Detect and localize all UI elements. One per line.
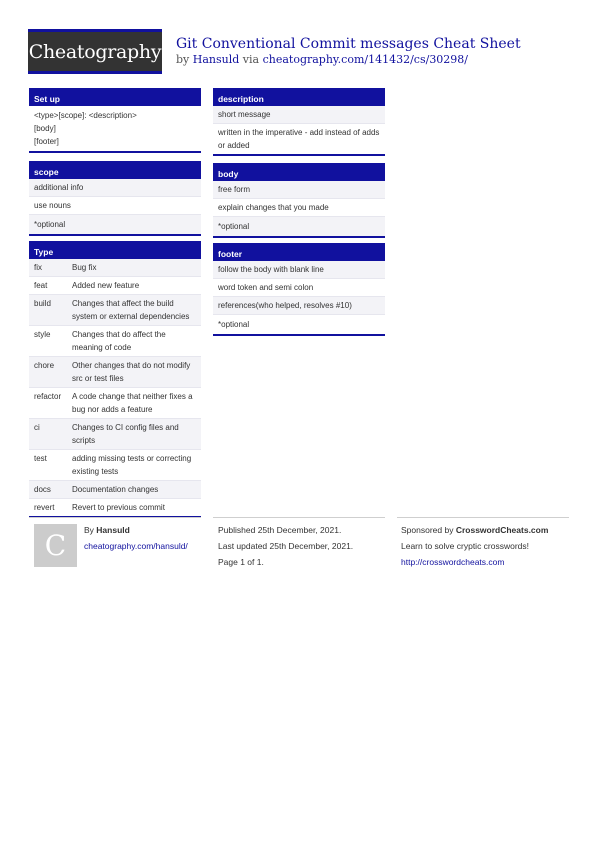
type-value: Changes that do affect the meaning of code — [72, 330, 166, 352]
type-value: Bug fix — [72, 263, 97, 272]
type-row — [29, 277, 201, 295]
type-value: Added new feature — [72, 281, 140, 290]
type-row — [29, 481, 201, 499]
setup-line: [body] — [34, 124, 56, 133]
author-avatar[interactable] — [34, 524, 77, 567]
footer-row: follow the body with blank line — [213, 261, 385, 279]
footer-row: word token and semi colon — [213, 279, 385, 297]
type-row — [29, 499, 201, 516]
sponsor-label: Sponsored by — [401, 525, 454, 535]
footer-divider — [29, 517, 201, 518]
cheatography-logo[interactable] — [28, 29, 162, 74]
type-value: Changes that affect the build system or external dependencies — [72, 299, 190, 321]
type-value: Documentation changes — [72, 485, 159, 494]
type-row — [29, 326, 201, 357]
type-value: Revert to previous commit — [72, 503, 165, 512]
footer-row: *optional — [218, 320, 250, 329]
type-row — [29, 259, 201, 277]
scope-box — [29, 161, 201, 236]
footer-by-label: By — [84, 525, 94, 535]
type-key: ci — [34, 423, 40, 432]
setup-header: Set up — [29, 88, 201, 106]
avatar-letter: C — [44, 529, 67, 562]
by-prefix: by — [176, 53, 190, 66]
footer-author-block — [84, 523, 188, 553]
scope-row: *optional — [29, 215, 201, 234]
description-box — [213, 88, 385, 156]
updated-date: Last updated 25th December, 2021. — [218, 541, 354, 551]
footer-author-url[interactable]: cheatography.com/hansuld/ — [84, 541, 188, 551]
via-text: via — [242, 53, 260, 66]
scope-row: use nouns — [29, 197, 201, 215]
sponsor-name[interactable]: CrosswordCheats.com — [455, 525, 549, 535]
footer-sponsor-block — [401, 523, 548, 569]
sponsor-tagline: Learn to solve cryptic crosswords! — [401, 541, 530, 551]
type-value: Other changes that do not modify src or test files — [72, 361, 191, 383]
byline — [176, 53, 468, 66]
type-key: test — [34, 454, 47, 463]
type-header: Type — [29, 241, 201, 259]
description-row: short message — [213, 106, 385, 124]
type-value: A code change that neither fixes a bug nor adds a feature — [72, 392, 193, 414]
footer-divider — [213, 517, 385, 518]
scope-header: scope — [29, 161, 201, 179]
type-row — [29, 357, 201, 388]
type-key: feat — [34, 281, 48, 290]
type-key: revert — [34, 503, 55, 512]
type-box — [29, 241, 201, 518]
footer-divider — [397, 517, 569, 518]
page-title: Git Conventional Commit messages Cheat Sheet — [176, 36, 521, 52]
type-key: style — [34, 330, 51, 339]
body-box — [213, 163, 385, 238]
type-row — [29, 450, 201, 481]
setup-line: [footer] — [34, 137, 59, 146]
setup-line: <type>[scope]: <description> — [34, 111, 137, 120]
body-row: *optional — [213, 217, 385, 236]
type-value: Changes to CI config files and scripts — [72, 423, 179, 445]
footer-row: references(who helped, resolves #10) — [213, 297, 385, 315]
type-value: adding missing tests or correcting existing tests — [72, 454, 192, 476]
page-number: Page 1 of 1. — [218, 557, 264, 567]
footer-box — [213, 243, 385, 336]
body-row: explain changes that you made — [213, 199, 385, 217]
logo-text: Cheatography — [28, 40, 162, 63]
published-date: Published 25th December, 2021. — [218, 525, 342, 535]
type-key: refactor — [34, 392, 62, 401]
type-row — [29, 388, 201, 419]
type-row — [29, 419, 201, 450]
type-key: docs — [34, 485, 51, 494]
setup-box — [29, 88, 201, 153]
footer-author-name[interactable]: Hansuld — [96, 525, 130, 535]
type-key: chore — [34, 361, 55, 370]
body-row: free form — [213, 181, 385, 199]
footer-header: footer — [213, 243, 385, 261]
type-key: fix — [34, 263, 42, 272]
description-header: description — [213, 88, 385, 106]
footer-publish-block — [218, 523, 353, 569]
sheet-url-link[interactable]: cheatography.com/141432/cs/30298/ — [262, 53, 469, 66]
description-row: written in the imperative - add instead of adds or added — [218, 128, 380, 150]
type-key: build — [34, 299, 51, 308]
author-link[interactable]: Hansuld — [192, 53, 240, 66]
sponsor-url[interactable]: http://crosswordcheats.com — [401, 557, 505, 567]
type-row — [29, 295, 201, 326]
body-header: body — [213, 163, 385, 181]
scope-row: additional info — [29, 179, 201, 197]
